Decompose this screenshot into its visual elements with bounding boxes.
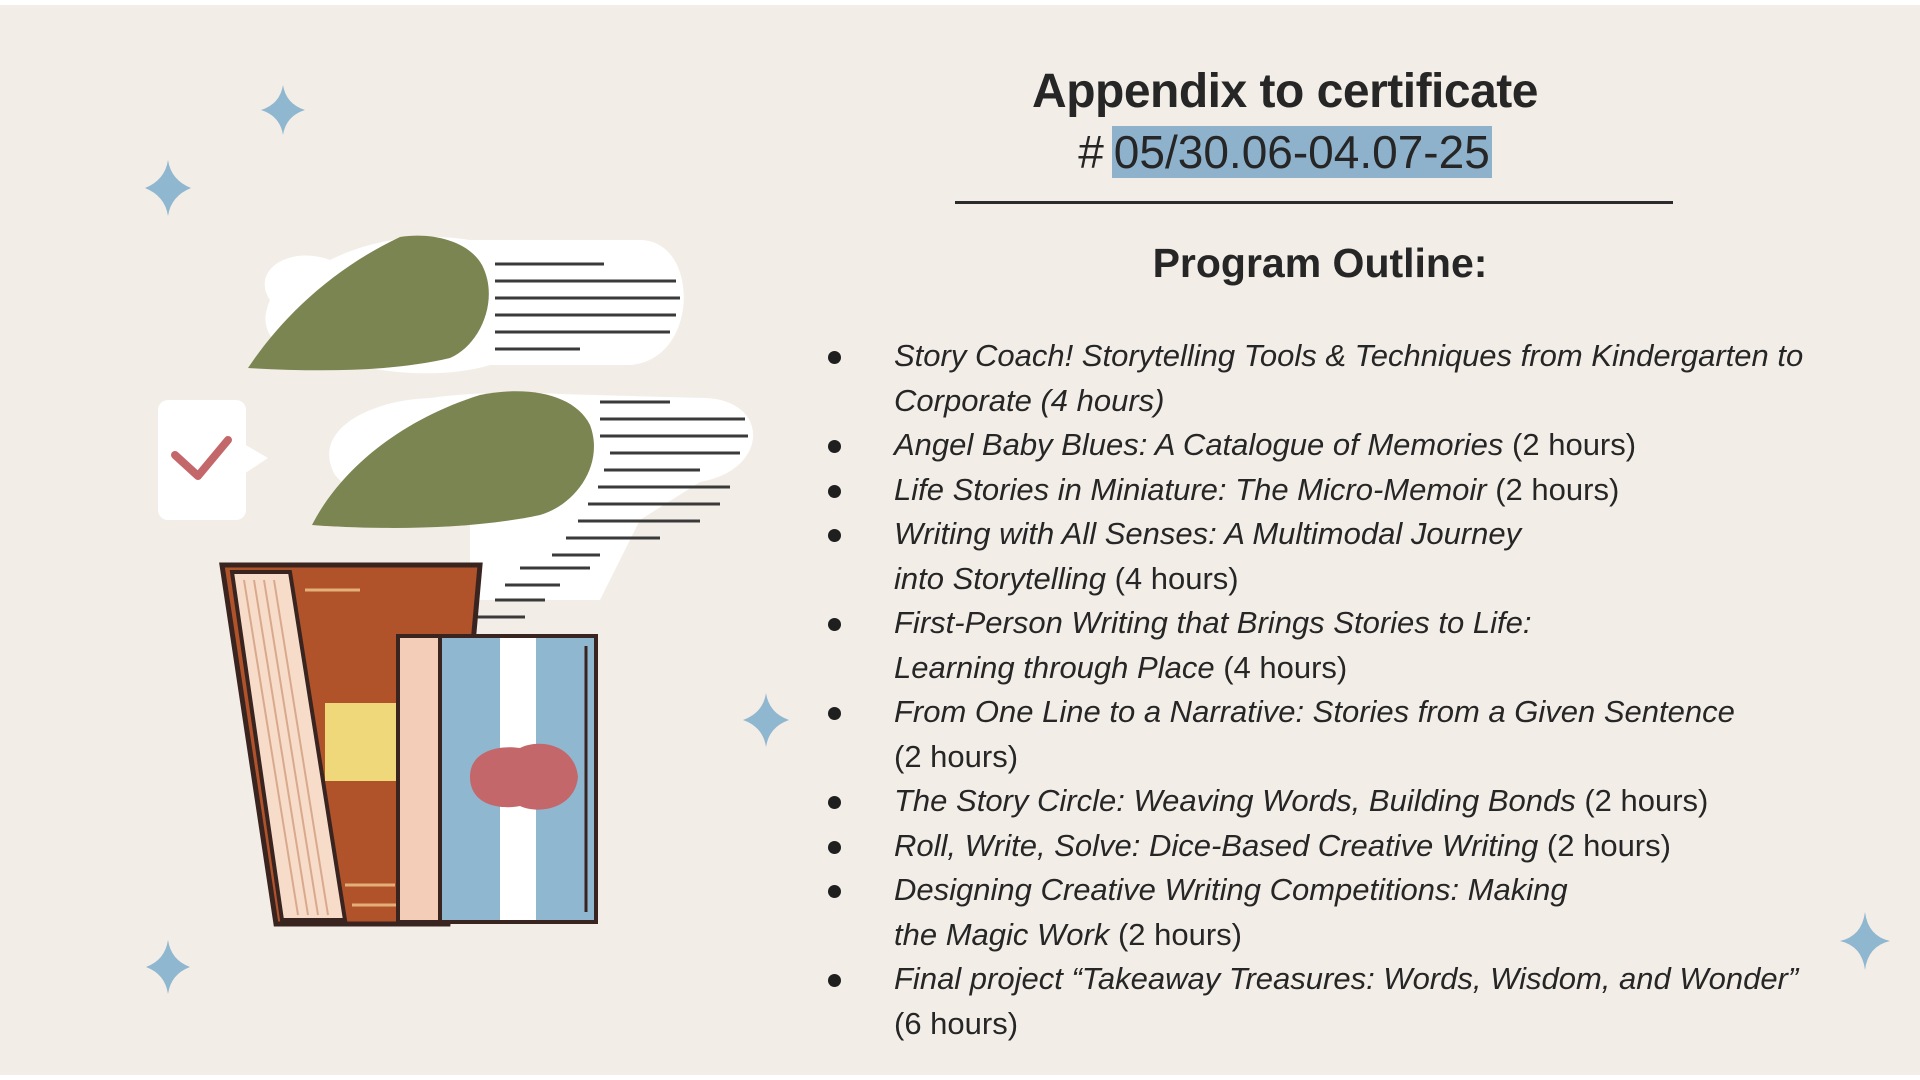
bullet-icon [828, 618, 841, 631]
check-bubble [158, 400, 268, 520]
sparkle-icon [146, 940, 190, 994]
bullet-icon [828, 485, 841, 498]
upper-scroll [248, 236, 684, 374]
bullet-icon [828, 974, 841, 987]
list-item: Designing Creative Writing Competitions: Making the Magic Work (2 hours) [826, 868, 1906, 957]
list-item: From One Line to a Narrative: Stories from a Given Sentence (2 hours) [826, 690, 1906, 779]
program-outline-list [826, 334, 1906, 1046]
certificate-number-line [1000, 122, 1570, 182]
sparkle-icon [261, 85, 305, 135]
bullet-icon [828, 529, 841, 542]
section-title: Program Outline: [1152, 240, 1488, 286]
list-item: Final project “Takeaway Treasures: Words, Wisdom, and Wonder” (6 hours) [826, 957, 1906, 1046]
bullet-icon [828, 885, 841, 898]
list-item: Story Coach! Storytelling Tools & Techniques from Kindergarten to Corporate (4 hours) [826, 334, 1906, 423]
header-divider [955, 201, 1673, 204]
blue-book [440, 636, 596, 922]
bullet-icon [828, 440, 841, 453]
bullet-icon [828, 351, 841, 364]
sparkle-icon [145, 160, 191, 216]
list-item: The Story Circle: Weaving Words, Building Bonds (2 hours) [826, 779, 1906, 824]
page-title: Appendix to certificate [1032, 65, 1538, 118]
peach-book [398, 636, 440, 922]
certificate-hash: # [1078, 126, 1104, 178]
list-item: Life Stories in Miniature: The Micro-Memoir (2 hours) [826, 468, 1906, 513]
bullet-icon [828, 707, 841, 720]
bottom-border [0, 1075, 1920, 1080]
sparkle-icon [743, 693, 789, 747]
list-item: First-Person Writing that Brings Stories to Life: Learning through Place (4 hours) [826, 601, 1906, 690]
bullet-icon [828, 796, 841, 809]
certificate-number: 05/30.06-04.07-25 [1113, 126, 1490, 178]
list-item: Writing with All Senses: A Multimodal Journey into Storytelling (4 hours) [826, 512, 1906, 601]
books-and-scrolls-illustration [0, 0, 820, 1080]
bullet-icon [828, 841, 841, 854]
list-item: Angel Baby Blues: A Catalogue of Memories (2 hours) [826, 423, 1906, 468]
list-item: Roll, Write, Solve: Dice-Based Creative Writing (2 hours) [826, 824, 1906, 869]
